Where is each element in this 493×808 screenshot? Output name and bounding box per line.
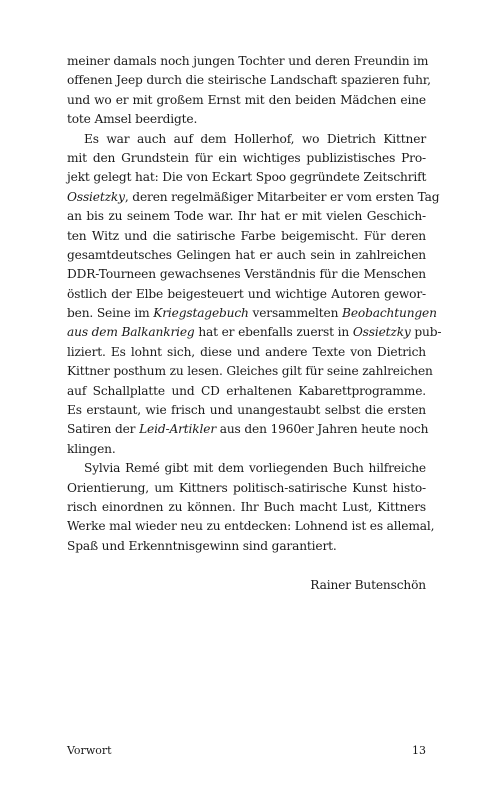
text-line: gesamtdeutsches Gelingen hat er auch sein in zahlreichen [67,247,426,262]
text-line: ben. Seine im Kriegstagebuch versammelten Beobachtungen [67,306,437,321]
text-line: Kittner posthum zu lesen. Gleiches gilt für seine zahlreichen [67,364,433,379]
text-line: Werke mal wieder neu zu entdecken: Lohnend ist es allemal, [67,519,435,534]
text-line: und wo er mit großem Ernst mit den beiden Mädchen eine [67,92,426,107]
text-line: Es erstaunt, wie frisch und unangestaubt selbst die ersten [67,403,426,418]
text-line: Ossietzky, deren regelmäßiger Mitarbeiter er vom ersten Tag [67,189,440,204]
body-text [67,52,442,556]
page-body [67,52,442,595]
page-number: 13 [412,744,426,757]
text-line: liziert. Es lohnt sich, diese und andere Texte von Dietrich [67,344,426,359]
text-line: ten Witz und die satirische Farbe beigemischt. Für deren [67,228,426,243]
text-line: jekt gelegt hat: Die von Eckart Spoo gegründete Zeitschrift [67,170,427,185]
running-footer-section: Vorwort [67,744,112,757]
text-line: auf Schallplatte und CD erhaltenen Kabarettprogramme. [67,383,426,398]
text-line: Es war auch auf dem Hollerhof, wo Dietrich Kittner [84,131,426,146]
signature-gap [67,556,426,575]
text-line: tote Amsel beerdigte. [67,112,198,127]
text-line: an bis zu seinem Tode war. Ihr hat er mit vielen Geschich- [67,209,426,224]
text-line: Orientierung, um Kittners politisch-satirische Kunst histo- [67,480,426,495]
text-line: klingen. [67,441,116,456]
text-line: Satiren der Leid-Artikler aus den 1960er Jahren heute noch [67,422,429,437]
text-line: offenen Jeep durch die steirische Landschaft spazieren fuhr, [67,73,431,88]
author-signature: Rainer Butenschön [310,577,426,592]
text-line: Sylvia Remé gibt mit dem vorliegenden Buch hilfreiche [84,461,426,476]
text-line: risch einordnen zu können. Ihr Buch macht Lust, Kittners [67,499,426,514]
text-line: meiner damals noch jungen Tochter und deren Freundin im [67,54,429,68]
text-line: DDR-Tourneen gewachsenes Verständnis für die Menschen [67,267,426,282]
text-line: östlich der Elbe beigesteuert und wichtige Autoren gewor- [67,286,426,301]
text-line: mit den Grundstein für ein wichtiges publizistisches Pro- [67,150,426,165]
text-line: Spaß und Erkenntnisgewinn sind garantiert. [67,538,337,553]
text-line: aus dem Balkankrieg hat er ebenfalls zuerst in Ossietzky pub- [67,325,442,340]
